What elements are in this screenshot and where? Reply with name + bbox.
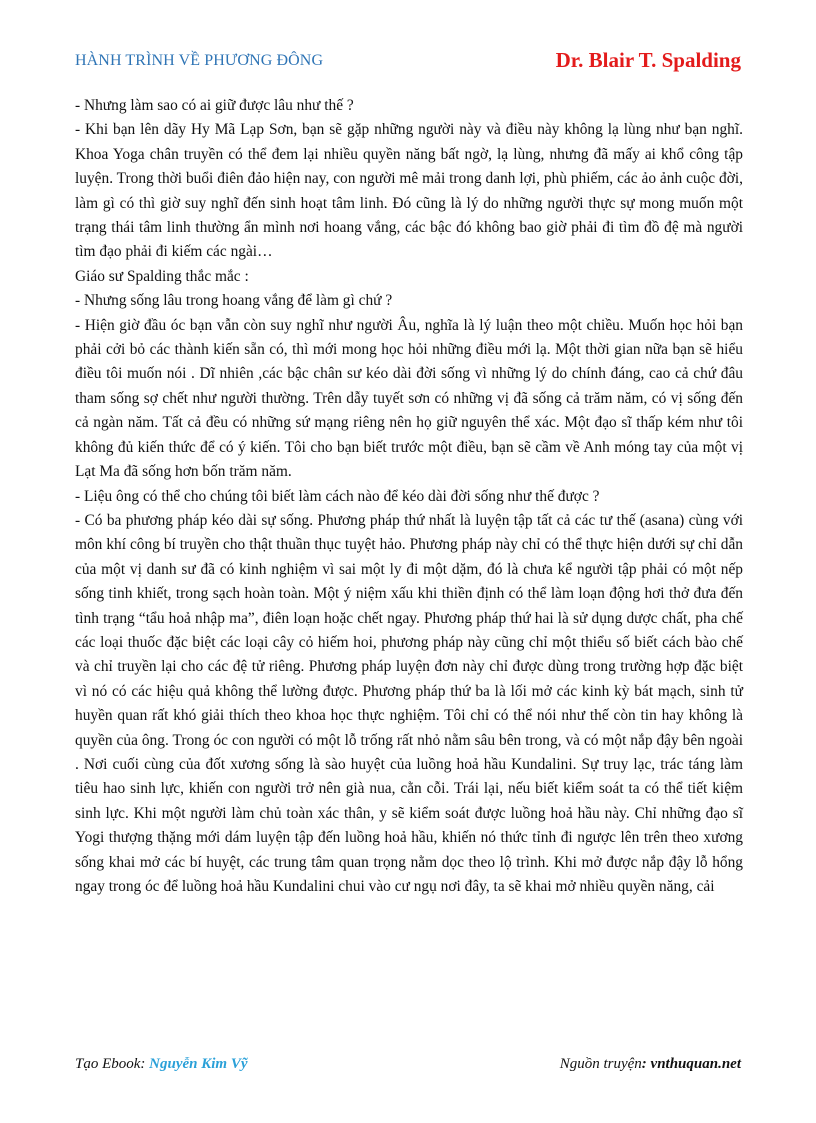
paragraph: - Liệu ông có thể cho chúng tôi biết làm cách nào để kéo dài đời sống như thế được ?: [75, 487, 600, 505]
author-name: Dr. Blair T. Spalding: [555, 48, 741, 72]
paragraph: - Hiện giờ đầu óc bạn vẫn còn suy nghĩ như người Âu, nghĩa là lý luận theo một chiều. Muốn học hỏi bạn phải cởi bỏ các thành kiến sẵn có, thì mới mong học hỏi những điều mới lạ. Một thời gian nữa bạn sẽ hiểu điều tôi muốn nói . Dĩ nhiên ,các bậc chân sư kéo dài đời sống vì những lý do chính đáng, cao cả chứ đâu tham sống sợ chết như người thường. Trên dẫy tuyết sơn có những vị đã sống cả trăm năm, có vị sống đến cả ngàn năm. Tất cả đều có những sứ mạng riêng nên họ giữ nguyên thể xác. Một đạo sĩ thấp kém như tôi không đủ kiến thức để có ý kiến. Tôi cho bạn biết trước một điều, bạn sẽ cầm về Anh móng tay của một vị Lạt Ma đã sống hơn bốn trăm năm.: [75, 316, 743, 481]
paragraph: - Khi bạn lên dãy Hy Mã Lạp Sơn, bạn sẽ gặp những người này và điều này không lạ lùng như bạn nghĩ. Khoa Yoga chân truyền có thể đem lại nhiều quyền năng bất ngờ, lạ lùng, nhưng đã mấy ai khổ công tập luyện. Trong thời buổi điên đảo hiện nay, con người mê mải trong danh lợi, phù phiếm, các ảo ảnh cuộc đời, làm gì có thì giờ suy nghĩ đến sinh hoạt tâm linh. Đó cũng là lý do những người thực sự mong muốn một trạng thái tâm linh thường ẩn mình nơi hoang vắng, các bậc đó không bao giờ phải đi tìm đồ đệ mà người tìm đạo phải đi kiếm các ngài…: [75, 121, 743, 261]
source-site: vnthuquan.net: [650, 1056, 741, 1072]
paragraph: - Nhưng sống lâu trong hoang vắng để làm gì chứ ?: [75, 292, 393, 310]
ebook-label: Tạo Ebook: [75, 1056, 141, 1072]
source-label: Nguồn truyện: [559, 1056, 642, 1072]
page-footer: [75, 1056, 741, 1078]
paragraph: - Nhưng làm sao có ai giữ được lâu như thế ?: [75, 97, 354, 114]
page-header: [75, 48, 741, 76]
body-text: [75, 94, 743, 899]
source-credit: [560, 1056, 741, 1073]
paragraph: - Có ba phương pháp kéo dài sự sống. Phương pháp thứ nhất là luyện tập tất cả các tư thế (asana) cùng với môn khí công bí truyền cho thật thuần thục tuyệt hảo. Phương pháp này chỉ có thể thực hiện dưới sự chỉ dẫn của một vị danh sư đã có kinh nghiệm vì sai một ly đi một dặm, đó là chưa kể người tập phải có một nếp sống tinh khiết, trong sạch hoàn toàn. Một ý niệm xấu khi thiền định có thể làm loạn động hơi thở đưa đến tình trạng “tẩu hoả nhập ma”, điên loạn hoặc chết ngay. Phương pháp thứ hai là sử dụng dược chất, pha chế các loại thuốc đặc biệt các loại cây cỏ hiếm hoi, phương pháp này cũng chỉ một thiểu số biết cách bào chế và chỉ truyền lại cho các đệ tử riêng. Phương pháp luyện đơn này chỉ được dùng trong trường hợp đặc biệt vì nó có các hiệu quả không thể lường được. Phương pháp thứ ba là lối mở các kinh kỳ bát mạch, sinh tử huyền quan rất khó giải thích theo khoa học thực nghiệm. Tôi chỉ có thể nói như thế còn tin hay không là quyền của ông. Trong óc con người có một lỗ trống rất nhỏ nằm sâu bên trong, và có một nắp đậy bên ngoài . Nơi cuối cùng của đốt xương sống là sào huyệt của luồng hoả hầu Kundalini. Sự truy lạc, trác táng làm tiêu hao sinh lực, khiến con người trở nên già nua, cằn cỗi. Trái lại, nếu biết kiểm soát ta có thể tiết kiệm sinh lực. Khi một người làm chủ toàn xác thân, y sẽ kiểm soát được luồng hoả hầu này. Chỉ những đạo sĩ Yogi thượng thặng mới dám luyện tập đến luồng hoả hầu, khiến nó thức tỉnh đi ngược lên trên theo xương sống khai mở các bí huyệt, các trung tâm quan trọng nằm dọc theo lộ trình. Khi mở được nắp đậy lỗ hổng ngay trong óc để luồng hoả hầu Kundalini chui vào cư ngụ nơi đây, ta sẽ khai mở nhiều quyền năng, cải: [75, 511, 743, 895]
ebook-credit: [75, 1056, 248, 1073]
book-title: HÀNH TRÌNH VỀ PHƯƠNG ĐÔNG: [75, 52, 324, 69]
ebook-creator-name: Nguyễn Kim Vỹ: [149, 1056, 248, 1072]
ebook-separator: :: [140, 1056, 150, 1072]
paragraph: Giáo sư Spalding thắc mắc :: [75, 267, 249, 285]
source-separator: :: [641, 1056, 651, 1072]
